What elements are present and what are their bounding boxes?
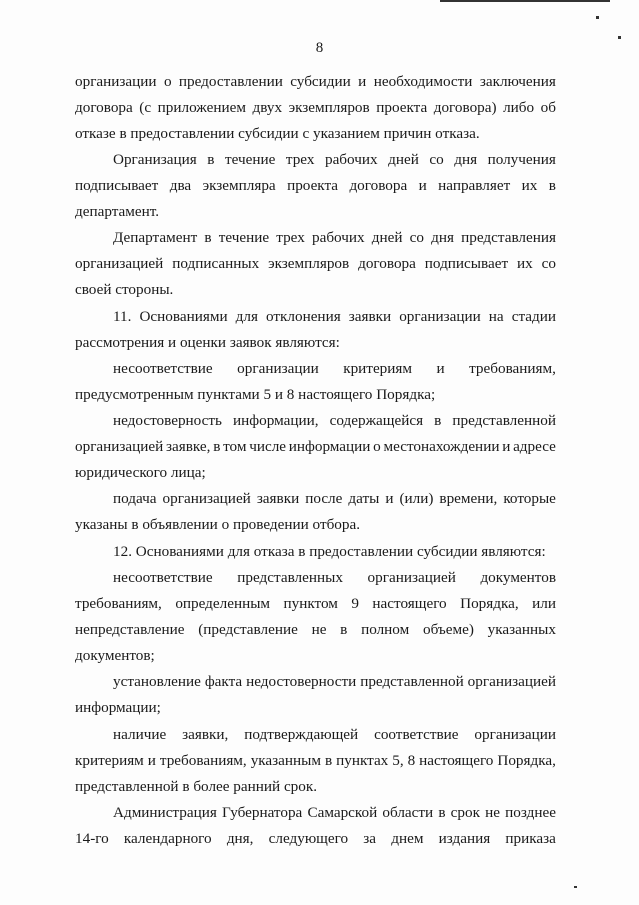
text-line: непредставление (представление не в полном объеме) указанных — [75, 621, 556, 638]
text-line: договора (с приложением двух экземпляров проекта договора) либо об — [75, 99, 556, 116]
text-line: требованиям, определенным пунктом 9 настоящего Порядка, или — [75, 595, 556, 612]
text-line: несоответствие организации критериям и требованиям, — [113, 360, 556, 377]
text-line: отказе в предоставлении субсидии с указанием причин отказа. — [75, 125, 480, 142]
text-line: критериям и требованиям, указанным в пунктах 5, 8 настоящего Порядка, — [75, 752, 556, 769]
text-line: документов; — [75, 647, 155, 664]
text-line: департамент. — [75, 203, 160, 220]
text-line: 12. Основаниями для отказа в предоставлении субсидии являются: — [113, 543, 546, 560]
text-line: Организация в течение трех рабочих дней со дня получения — [113, 151, 556, 168]
text-line: установление факта недостоверности представленной организацией — [113, 673, 556, 690]
page-number: 8 — [315, 40, 324, 56]
text-line: своей стороны. — [75, 281, 174, 298]
text-line: 14-го календарного дня, следующего за днем издания приказа — [75, 830, 556, 847]
text-line: Департамент в течение трех рабочих дней со дня представления — [113, 229, 556, 246]
text-line: 11. Основаниями для отклонения заявки организации на стадии — [113, 308, 556, 325]
text-line: недостоверность информации, содержащейся в представленной — [113, 412, 556, 429]
text-line: рассмотрения и оценки заявок являются: — [75, 334, 340, 351]
scan-mark — [618, 36, 621, 39]
text-line: организацией заявке, в том числе информации о местонахождении и адресе — [75, 438, 556, 455]
text-line: организацией подписанных экземпляров договора подписывает их со — [75, 255, 556, 272]
text-line: подписывает два экземпляра проекта договора и направляет их в — [75, 177, 556, 194]
text-line: несоответствие представленных организацией документов — [113, 569, 556, 586]
text-line: наличие заявки, подтверждающей соответствие организации — [113, 726, 556, 743]
text-line: указаны в объявлении о проведении отбора. — [75, 516, 361, 533]
text-line: организации о предоставлении субсидии и необходимости заключения — [75, 73, 556, 90]
text-line: подача организацией заявки после даты и (или) времени, которые — [113, 490, 556, 507]
text-line: предусмотренным пунктами 5 и 8 настоящего Порядка; — [75, 386, 436, 403]
scan-mark — [440, 0, 610, 2]
text-line: Администрация Губернатора Самарской области в срок не позднее — [113, 804, 556, 821]
scan-mark — [596, 16, 599, 19]
text-line: юридического лица; — [75, 464, 206, 481]
text-line: информации; — [75, 699, 161, 716]
text-line: представленной в более ранний срок. — [75, 778, 318, 795]
scan-mark — [574, 886, 577, 888]
